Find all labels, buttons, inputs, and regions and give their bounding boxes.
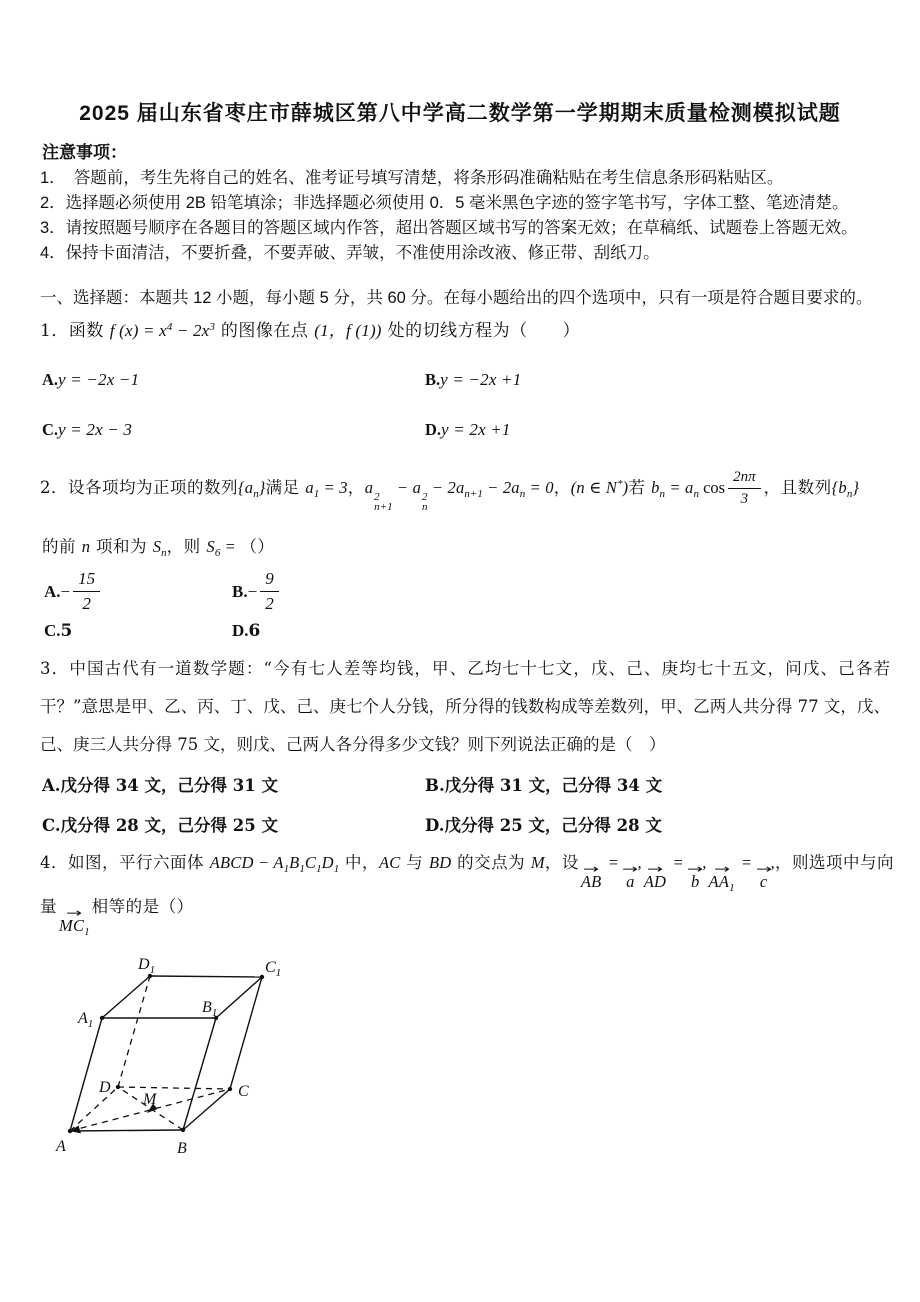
text-run: ABCD − A [209,853,284,872]
text-run: B [289,853,300,872]
q1-option-b [425,370,521,390]
option-label: C. [44,621,61,640]
text-run: MC [59,916,85,935]
parallelepiped-figure [40,945,340,1195]
text-run: * [617,478,623,490]
text-run: 2nπ [728,468,761,489]
text-run: 1 [729,882,735,894]
text-run: 1．函数 [40,321,110,341]
text-run: n+1 [374,501,393,513]
text-run: AB [580,872,602,891]
text-run: − 2a [482,478,520,497]
text-run: = 0 [525,478,554,497]
text-run: = [220,537,241,556]
text-run: c [759,872,768,891]
text-run: = [736,853,757,872]
text-run: 1 [299,863,305,875]
text-run: 4．如图，平行六面体 [40,853,210,872]
text-run: 1 [84,926,90,938]
text-run: b [690,872,700,891]
vertex-label-a1: $A_1$ [78,1010,94,1030]
text-run [580,862,602,891]
vertex-label-c1: $C_1$ [265,959,282,979]
text-run: 的交点为 [451,853,531,872]
text-run: ，设 [544,853,579,872]
text-run: 的前 [42,537,82,556]
text-run [59,918,90,940]
text-run: → [66,906,83,920]
text-run: → [755,862,772,876]
text-run: 2 [374,491,380,503]
option-formula: y = −2x +1 [440,370,522,389]
text-run: {b [831,478,847,497]
fraction-denominator: 2 [265,594,274,613]
text-run [581,874,602,890]
text-run: D [321,853,334,872]
text-run: S [206,537,215,556]
option-label: A. [42,370,59,389]
section-heading: 一、选择题：本题共 12 小题，每小题 5 分，共 60 分。在每小题给出的四个选项中，只有一项是符合题目要求的。 [40,289,873,307]
notice-item-1: 1． 答题前，考生先将自己的姓名、准考证号填写清楚，将条形码准确粘贴在考生信息条形码粘贴区。 [40,169,784,187]
text-run: , [770,853,775,872]
option-formula: y = 2x +1 [441,420,511,439]
option-label: A. [44,581,61,601]
option-value: 5 [60,621,73,641]
option-formula: y = −2x −1 [58,370,140,389]
text-run: ，且数列 [763,478,832,497]
text-run: n [422,501,428,513]
text-run: 1 [283,863,290,875]
q2-option-c [44,621,72,641]
fraction-numerator: 9 [260,568,279,592]
text-run: − 2x [172,321,210,340]
text-run: , [637,853,642,872]
q4-stem-line-1 [40,849,894,896]
text-run: = 3 [319,478,348,497]
text-run: 项和为 [90,537,153,556]
option-label: D. [232,621,249,640]
vertex-label-a: A [56,1138,66,1155]
q3-option-a: A.戊分得 34 文，己分得 31 文 [42,776,278,795]
q3-option-b: B.戊分得 31 文，己分得 34 文 [425,776,663,795]
text-run: 满足 [265,478,306,497]
text-run: 1 [316,863,322,875]
text-run: ， [347,478,365,497]
text-run: , [702,853,707,872]
text-run: a [626,872,635,891]
text-run: n [659,488,666,500]
text-run: n [81,537,91,556]
option-value: 6 [248,621,261,641]
text-run: → [622,862,639,876]
q1-option-d [425,420,511,440]
text-run: → [687,862,704,876]
minus-sign: − [247,581,258,601]
text-run: 3 [740,491,749,507]
text-run: AC [378,853,401,872]
text-run: } [258,478,266,497]
text-run: 2 [422,491,428,503]
notice-item-2: 2．选择题必须使用 2B 铅笔填涂；非选择题必须使用 0．5 毫米黑色字迹的签字笔书写，字体工整、笔迹清楚。 [40,194,849,212]
text-run [626,874,634,890]
text-run [691,874,699,890]
text-run [687,862,704,891]
option-label: C. [42,420,59,439]
text-run: 量 [40,897,57,916]
q1-stem [40,316,580,341]
text-run: ，则 [166,537,207,556]
text-run: = [668,853,689,872]
q2-option-d [232,621,260,641]
text-run [728,468,761,509]
text-run: a [364,478,374,497]
vertex-label-b: B [177,1140,187,1157]
q2-stem-line-2 [42,533,274,559]
text-run: M [530,853,545,872]
q2-option-a [44,568,103,615]
vertex-dots [68,974,264,1134]
text-run [760,874,768,890]
text-run: 1 [313,488,320,500]
text-run: n [161,547,167,559]
text-run [59,906,90,940]
q2-stem-line-1 [40,468,859,512]
text-run: (1，f (1)) [314,321,382,340]
text-run: b [651,478,660,497]
text-run: f (x) = x [109,321,167,340]
option-label: D. [425,420,442,439]
vertex-label-d: D [99,1079,111,1096]
text-run: n [519,488,526,500]
minus-sign: − [60,581,71,601]
vertex-label-d1: $D_1$ [138,956,156,976]
fraction-denominator: 2 [82,594,91,613]
text-run: 3 [209,321,215,333]
text-run: 与 [400,853,429,872]
q2-option-b [232,568,282,615]
q1-option-c [42,420,132,440]
vertex-label-b1: $B_1$ [202,999,218,1019]
text-run: （） [240,537,275,556]
text-run: 处的切线方程为（ ） [381,321,581,341]
fraction [73,568,100,615]
q3-stem: 3．中国古代有一道数学题：“今有七人差等均钱，甲、乙均七十七文，戊、己、庚均七十五文，问戊、己各若干？”意思是甲、乙、丙、丁、戊、己、庚七个人分钱，所分得的钱数构成等差数列，甲、乙两人共分得 77 文，戊、己、庚三人共分得 75 文，则戊、己两人各分得多少文钱？则下列说法正确的是（ ） [40,659,890,754]
text-run: − 2a [427,478,465,497]
text-run: = a [665,478,694,497]
vertex-label-m: M [143,1091,157,1108]
text-run: → [583,862,600,876]
text-run: cos [698,478,726,497]
text-run [643,862,667,891]
notice-item-3: 3．请按照题号顺序在各题目的答题区域内作答，超出答题区域书写的答案无效；在草稿纸、试题卷上答题无效。 [40,219,858,237]
option-label: B. [425,370,441,389]
text-run: AA [708,872,730,891]
text-run: AD [643,872,667,891]
text-run [622,862,639,891]
text-run: (n ∈ N [570,478,618,497]
exam-title: 2025 届山东省枣庄市薛城区第八中学高二数学第一学期期末质量检测模拟试题 [79,102,841,125]
text-run: BD [428,853,452,872]
text-run [644,874,666,890]
q3-option-c: C.戊分得 28 文，己分得 25 文 [42,816,278,835]
text-run [374,492,392,512]
text-run [755,862,772,891]
text-run: 2．设各项均为正项的数列 [40,478,238,497]
fraction-numerator: 15 [73,568,100,592]
text-run: a [305,478,314,497]
text-run: 若 [628,478,652,497]
text-run: 相等的是（） [91,897,194,916]
q4-stem-line-2 [40,893,194,940]
vertex-label-c: C [238,1083,249,1100]
text-run: 6 [214,547,221,559]
option-formula: y = 2x − 3 [58,420,133,439]
text-run: → [646,862,664,876]
text-run [708,862,735,896]
text-run: S [152,537,162,556]
text-run [709,874,735,896]
text-run: C [304,853,317,872]
solid-edges [70,976,262,1131]
text-run: = [603,853,624,872]
text-run: − a [392,478,422,497]
text-run: 1 [333,863,340,875]
text-run: → [713,862,730,876]
text-run: ) [622,478,629,497]
q1-option-a [42,370,139,390]
q3-option-d: D.戊分得 25 文，己分得 28 文 [425,816,662,835]
notice-item-4: 4．保持卡面清洁，不要折叠，不要弄破、弄皱，不准使用涂改液、修正带、刮纸刀。 [40,244,660,262]
text-run: 4 [166,321,173,333]
text-run: n+1 [464,488,483,500]
text-run: ， [553,478,571,497]
option-label: B. [232,581,248,601]
fraction [260,568,279,615]
text-run: 的图像在点 [214,321,315,341]
text-run: n [253,488,259,500]
text-run: ，则选项中与向 [774,853,894,872]
text-run: {a [238,478,254,497]
text-run: n [693,488,699,500]
text-run: n [846,488,853,500]
text-run: 中， [339,853,379,872]
notice-heading: 注意事项： [42,143,127,162]
text-run: } [852,478,860,497]
